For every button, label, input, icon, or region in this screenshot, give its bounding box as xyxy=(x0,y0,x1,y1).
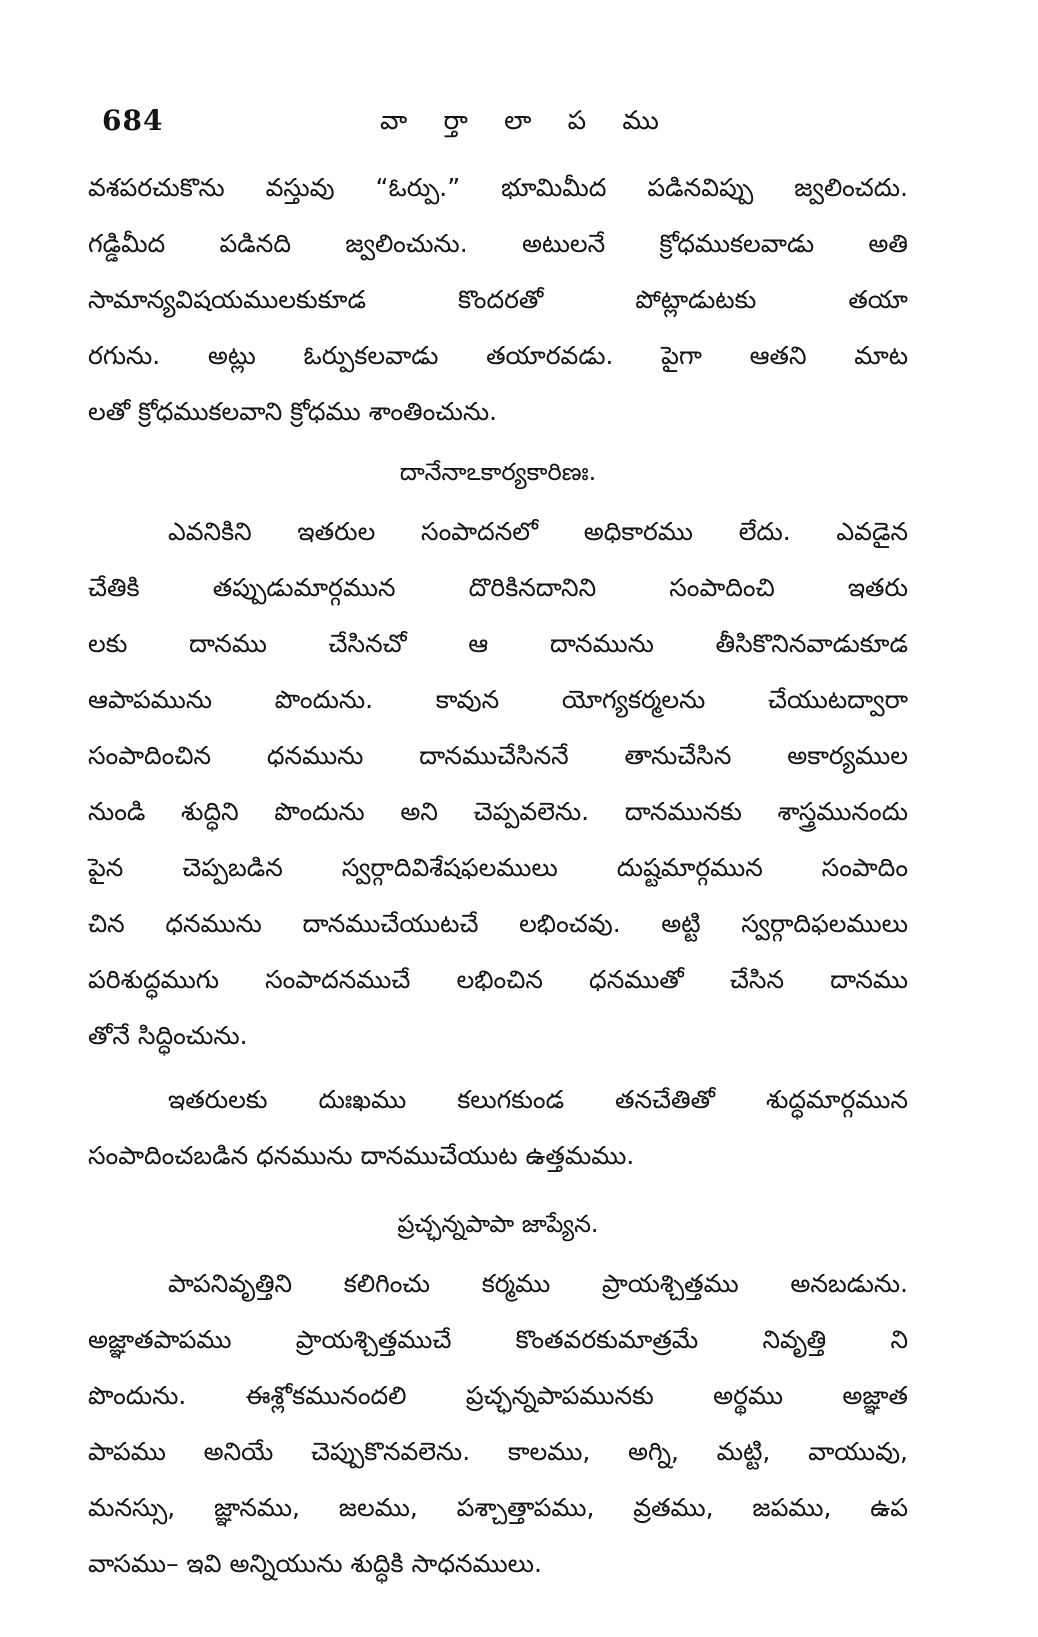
page-body xyxy=(88,160,908,1592)
paragraph-atonement xyxy=(88,1256,908,1592)
verse-heading: ప్రచ్ఛన్నపాపా జాప్యేన. xyxy=(397,1210,599,1238)
paragraph-patience xyxy=(88,160,908,440)
text-line: పరిశుద్ధముగు సంపాదనముచే లభించిన ధనముతో చేసిన దానము xyxy=(88,965,908,994)
paragraph-spacer xyxy=(88,1184,908,1192)
text-line: వాసము– ఇవి అన్నియును శుద్ధికి సాధనములు. xyxy=(88,1549,542,1578)
text-line: సంపాదించిన ధనమును దానముచేసిననే తానుచేసిన అకార్యముల xyxy=(88,741,908,770)
text-line: రగును. అట్లు ఓర్పుకలవాడు తయారవడు. పైగా ఆతని మాట xyxy=(88,341,908,370)
text-line: సంపాదించబడిన ధనమును దానముచేయుట ఉత్తమము. xyxy=(88,1141,635,1170)
text-line: తోనే సిద్ధించును. xyxy=(88,1021,248,1050)
verse-heading: దానేనాఽకార్యకారిణః. xyxy=(399,458,597,486)
running-head: వా ర్తా లా ప ము xyxy=(380,106,673,136)
text-line: గడ్డిమీద పడినది జ్వలించును. అటులనే క్రోధముకలవాడు అతి xyxy=(88,229,908,258)
text-line: చేతికి తప్పుడుమార్గమున దొరికినదానిని సంపాదించి ఇతరు xyxy=(88,573,908,602)
page-header xyxy=(0,104,1038,154)
text-line: అజ్ఞాతపాపము ప్రాయశ్చిత్తముచే కొంతవరకుమాత్రమే నివృత్తి ని xyxy=(88,1325,908,1354)
page-number: 684 xyxy=(102,104,164,137)
text-line: వశపరచుకొను వస్తువు “ఓర్పు.” భూమిమీద పడినవిప్పు జ్వలించదు. xyxy=(88,173,908,202)
text-line: మనస్సు, జ్ఞానము, జలము, పశ్చాత్తాపము, వ్రతము, జపము, ఉప xyxy=(88,1493,908,1522)
text-line: చిన ధనమును దానముచేయుటచే లభించవు. అట్టి స్వర్గాదిఫలములు xyxy=(88,909,908,938)
text-line: ఎవనికిని ఇతరుల సంపాదనలో అధికారము లేదు. ఎవడైన xyxy=(168,517,908,546)
text-line: పైన చెప్పబడిన స్వర్గాదివిశేషఫలములు దుష్టమార్గమున సంపాదిం xyxy=(88,853,908,882)
paragraph-spacer xyxy=(88,1064,908,1072)
paragraph-pure-wealth xyxy=(88,1072,908,1184)
text-line: సామాన్యవిషయములకుకూడ కొందరతో పోట్లాడుటకు తయా xyxy=(88,285,908,314)
text-line: ఆపాపమును పొందును. కావున యోగ్యకర్మలను చేయుటద్వారా xyxy=(88,685,908,714)
paragraph-charity xyxy=(88,504,908,1064)
text-line: నుండి శుద్ధిని పొందును అని చెప్పవలెను. దానమునకు శాస్త్రమునందు xyxy=(88,797,908,826)
text-line: ఇతరులకు దుఃఖము కలుగకుండ తనచేతితో శుద్ధమార్గమున xyxy=(168,1085,908,1114)
text-line: పొందును. ఈశ్లోకమునందలి ప్రచ్ఛన్నపాపమునకు అర్థము అజ్ఞాత xyxy=(88,1381,908,1410)
text-line: పాపము అనియే చెప్పుకొనవలెను. కాలము, అగ్ని, మట్టి, వాయువు, xyxy=(88,1437,908,1466)
text-line: పాపనివృత్తిని కలిగించు కర్మము ప్రాయశ్చిత్తము అనబడును. xyxy=(168,1269,908,1298)
text-line: లతో క్రోధముకలవాని క్రోధము శాంతించును. xyxy=(88,397,498,426)
text-line: లకు దానము చేసినచో ఆ దానమును తీసికొనినవాడుకూడ xyxy=(88,629,908,658)
